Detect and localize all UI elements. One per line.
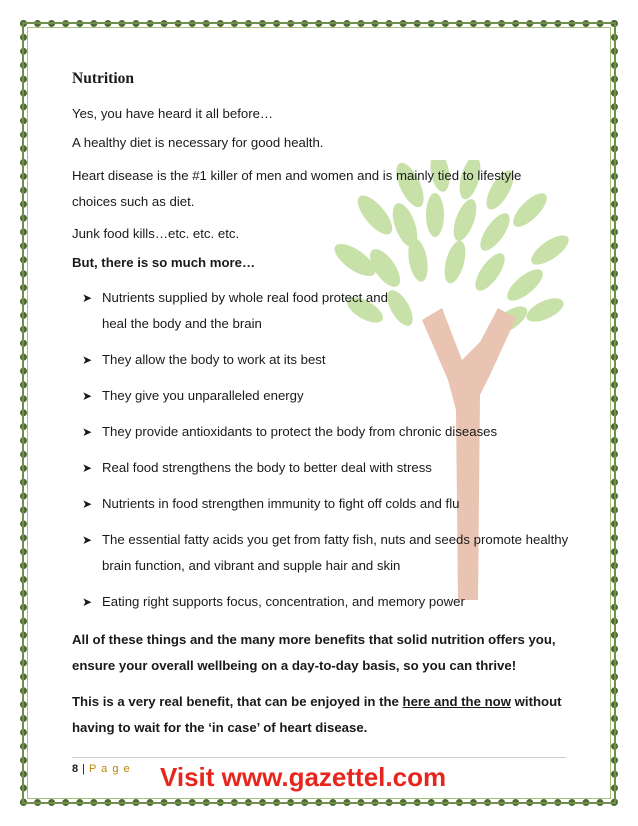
arrow-bullet-icon: ➤ bbox=[82, 461, 93, 475]
list-item: ➤ Nutrients supplied by whole real food protect and heal the body and the brain bbox=[82, 285, 392, 337]
arrow-bullet-icon: ➤ bbox=[82, 425, 93, 439]
list-item: ➤ Real food strengthens the body to better deal with stress bbox=[82, 455, 572, 481]
conclusion-paragraph: All of these things and the many more benefits that solid nutrition offers you, ensure your overall wellbeing on a day-to-day basis, so you can thrive! bbox=[72, 632, 556, 673]
list-item: ➤ They allow the body to work at its best bbox=[82, 347, 572, 373]
benefits-list bbox=[72, 285, 572, 615]
list-item: ➤ Nutrients in food strengthen immunity to fight off colds and flu bbox=[82, 491, 572, 517]
paragraph: Junk food kills…etc. etc. etc. bbox=[72, 226, 240, 241]
paragraph: Heart disease is the #1 killer of men and women and is mainly tied to lifestyle choices such as diet. bbox=[72, 168, 522, 209]
list-item: ➤ Eating right supports focus, concentration, and memory power bbox=[82, 589, 572, 615]
arrow-bullet-icon: ➤ bbox=[82, 595, 93, 609]
arrow-bullet-icon: ➤ bbox=[82, 389, 93, 403]
paragraph: Yes, you have heard it all before… bbox=[72, 106, 274, 121]
footer-divider bbox=[72, 757, 566, 758]
paragraph: A healthy diet is necessary for good health. bbox=[72, 135, 324, 150]
list-item: ➤ They provide antioxidants to protect the body from chronic diseases bbox=[82, 419, 572, 445]
arrow-bullet-icon: ➤ bbox=[82, 291, 93, 305]
list-item: ➤ The essential fatty acids you get from fatty fish, nuts and seeds promote healthy brain function, and vibrant and supple hair and skin bbox=[82, 527, 572, 579]
watermark-link[interactable]: Visit www.gazettel.com bbox=[160, 762, 447, 792]
list-item: ➤ They give you unparalleled energy bbox=[82, 383, 572, 409]
arrow-bullet-icon: ➤ bbox=[82, 497, 93, 511]
page-number: 8 | P a g e bbox=[72, 763, 131, 775]
arrow-bullet-icon: ➤ bbox=[82, 353, 93, 367]
emphasis-line: But, there is so much more… bbox=[72, 255, 256, 270]
section-heading: Nutrition bbox=[72, 70, 134, 87]
final-paragraph: This is a very real benefit, that can be enjoyed in the here and the now without having to wait for the ‘in case’ of heart disease. bbox=[72, 694, 562, 735]
highlight-text: here and the now bbox=[402, 694, 511, 709]
document-body bbox=[72, 70, 572, 751]
arrow-bullet-icon: ➤ bbox=[82, 533, 93, 547]
